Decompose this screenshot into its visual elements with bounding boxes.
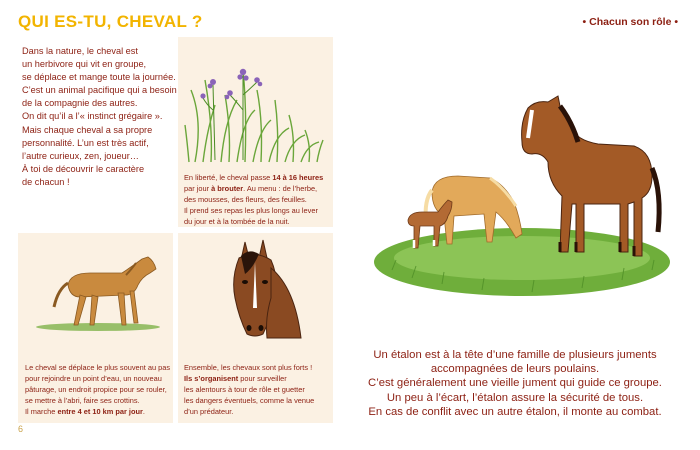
caption-walking — [25, 362, 170, 417]
intro-line: Dans la nature, le cheval est — [22, 46, 138, 56]
caption-line: pour rejoindre un point d’eau, un nouveau — [25, 374, 162, 384]
caption-line — [184, 183, 323, 194]
grass-flowers-illustration — [185, 50, 325, 165]
caption-line: pâturage, un endroit propice pour se rouler, — [25, 385, 167, 395]
caption-text: Il marche — [25, 407, 58, 417]
caption-text: par jour — [184, 184, 212, 194]
caption-highlight: Ils s’organisent — [184, 374, 239, 384]
caption-line: du jour et à la tombée de la nuit. — [184, 217, 290, 227]
intro-line: personnalité. L’un est très actif, — [22, 137, 149, 148]
page-title: QUI ES-TU, CHEVAL ? — [18, 12, 203, 31]
section-tag: • Chacun son rôle • — [582, 16, 678, 28]
family-caption-line: C’est généralement une vieille jument qui guide ce groupe. — [368, 377, 662, 390]
caption-line: d’un prédateur. — [184, 407, 234, 417]
caption-line: les dangers éventuels, comme la venue — [184, 396, 315, 406]
caption-together — [184, 362, 314, 417]
caption-grazing — [184, 172, 323, 227]
caption-line: Il prend ses repas les plus longs au lever — [184, 206, 318, 216]
family-caption-line: accompagnées de leurs poulains. — [430, 363, 600, 376]
horse-family-illustration — [372, 92, 672, 302]
caption-text: En liberté, le cheval passe — [184, 173, 273, 182]
intro-line: de la compagnie des autres. — [22, 98, 138, 109]
intro-line: un herbivore qui vit en groupe, — [22, 59, 147, 70]
family-caption-line: Un étalon est à la tête d’une famille de plusieurs juments — [373, 349, 657, 361]
caption-line: Ensemble, les chevaux sont plus forts ! — [184, 363, 313, 372]
caption-highlight: à brouter — [211, 184, 244, 194]
intro-line: se déplace et mange toute la journée. — [22, 72, 176, 83]
intro-text — [22, 45, 177, 189]
caption-text: . — [142, 407, 145, 417]
caption-line — [184, 373, 314, 384]
caption-line: Le cheval se déplace le plus souvent au pas — [25, 363, 171, 372]
caption-line: des mousses, des fleurs, des feuilles. — [184, 195, 307, 205]
intro-line: Mais chaque cheval a sa propre — [22, 124, 153, 135]
intro-line: l’autre curieux, zen, joueur… — [22, 150, 139, 161]
caption-text: pour surveiller — [238, 374, 287, 384]
family-caption-line: Un peu à l’écart, l’étalon assure la sécurité de tous. — [386, 391, 644, 404]
caption-highlight: entre 4 et 10 km par jour — [57, 407, 143, 417]
family-caption-line: En cas de conflit avec un autre étalon, il monte au combat. — [368, 405, 662, 418]
caption-highlight: 14 à 16 heures — [272, 173, 324, 182]
caption-line — [25, 406, 170, 417]
caption-line: se mettre à l’abri, faire ses crottins. — [25, 396, 140, 406]
caption-line — [184, 172, 323, 183]
horse-head-illustration — [205, 238, 310, 343]
intro-line: de chacun ! — [22, 176, 70, 187]
page-number: 6 — [18, 424, 24, 434]
intro-line: C’est un animal pacifique qui a besoin — [22, 85, 177, 96]
family-caption — [355, 348, 675, 419]
intro-line: On dit qu’il a l’« instinct grégaire ». — [22, 111, 163, 122]
walking-horse-illustration — [30, 255, 165, 335]
caption-text: . Au menu : de l’herbe, — [243, 184, 318, 194]
caption-line: les alentours à tour de rôle et guetter — [184, 385, 305, 395]
intro-line: À toi de découvrir le caractère — [22, 163, 145, 174]
